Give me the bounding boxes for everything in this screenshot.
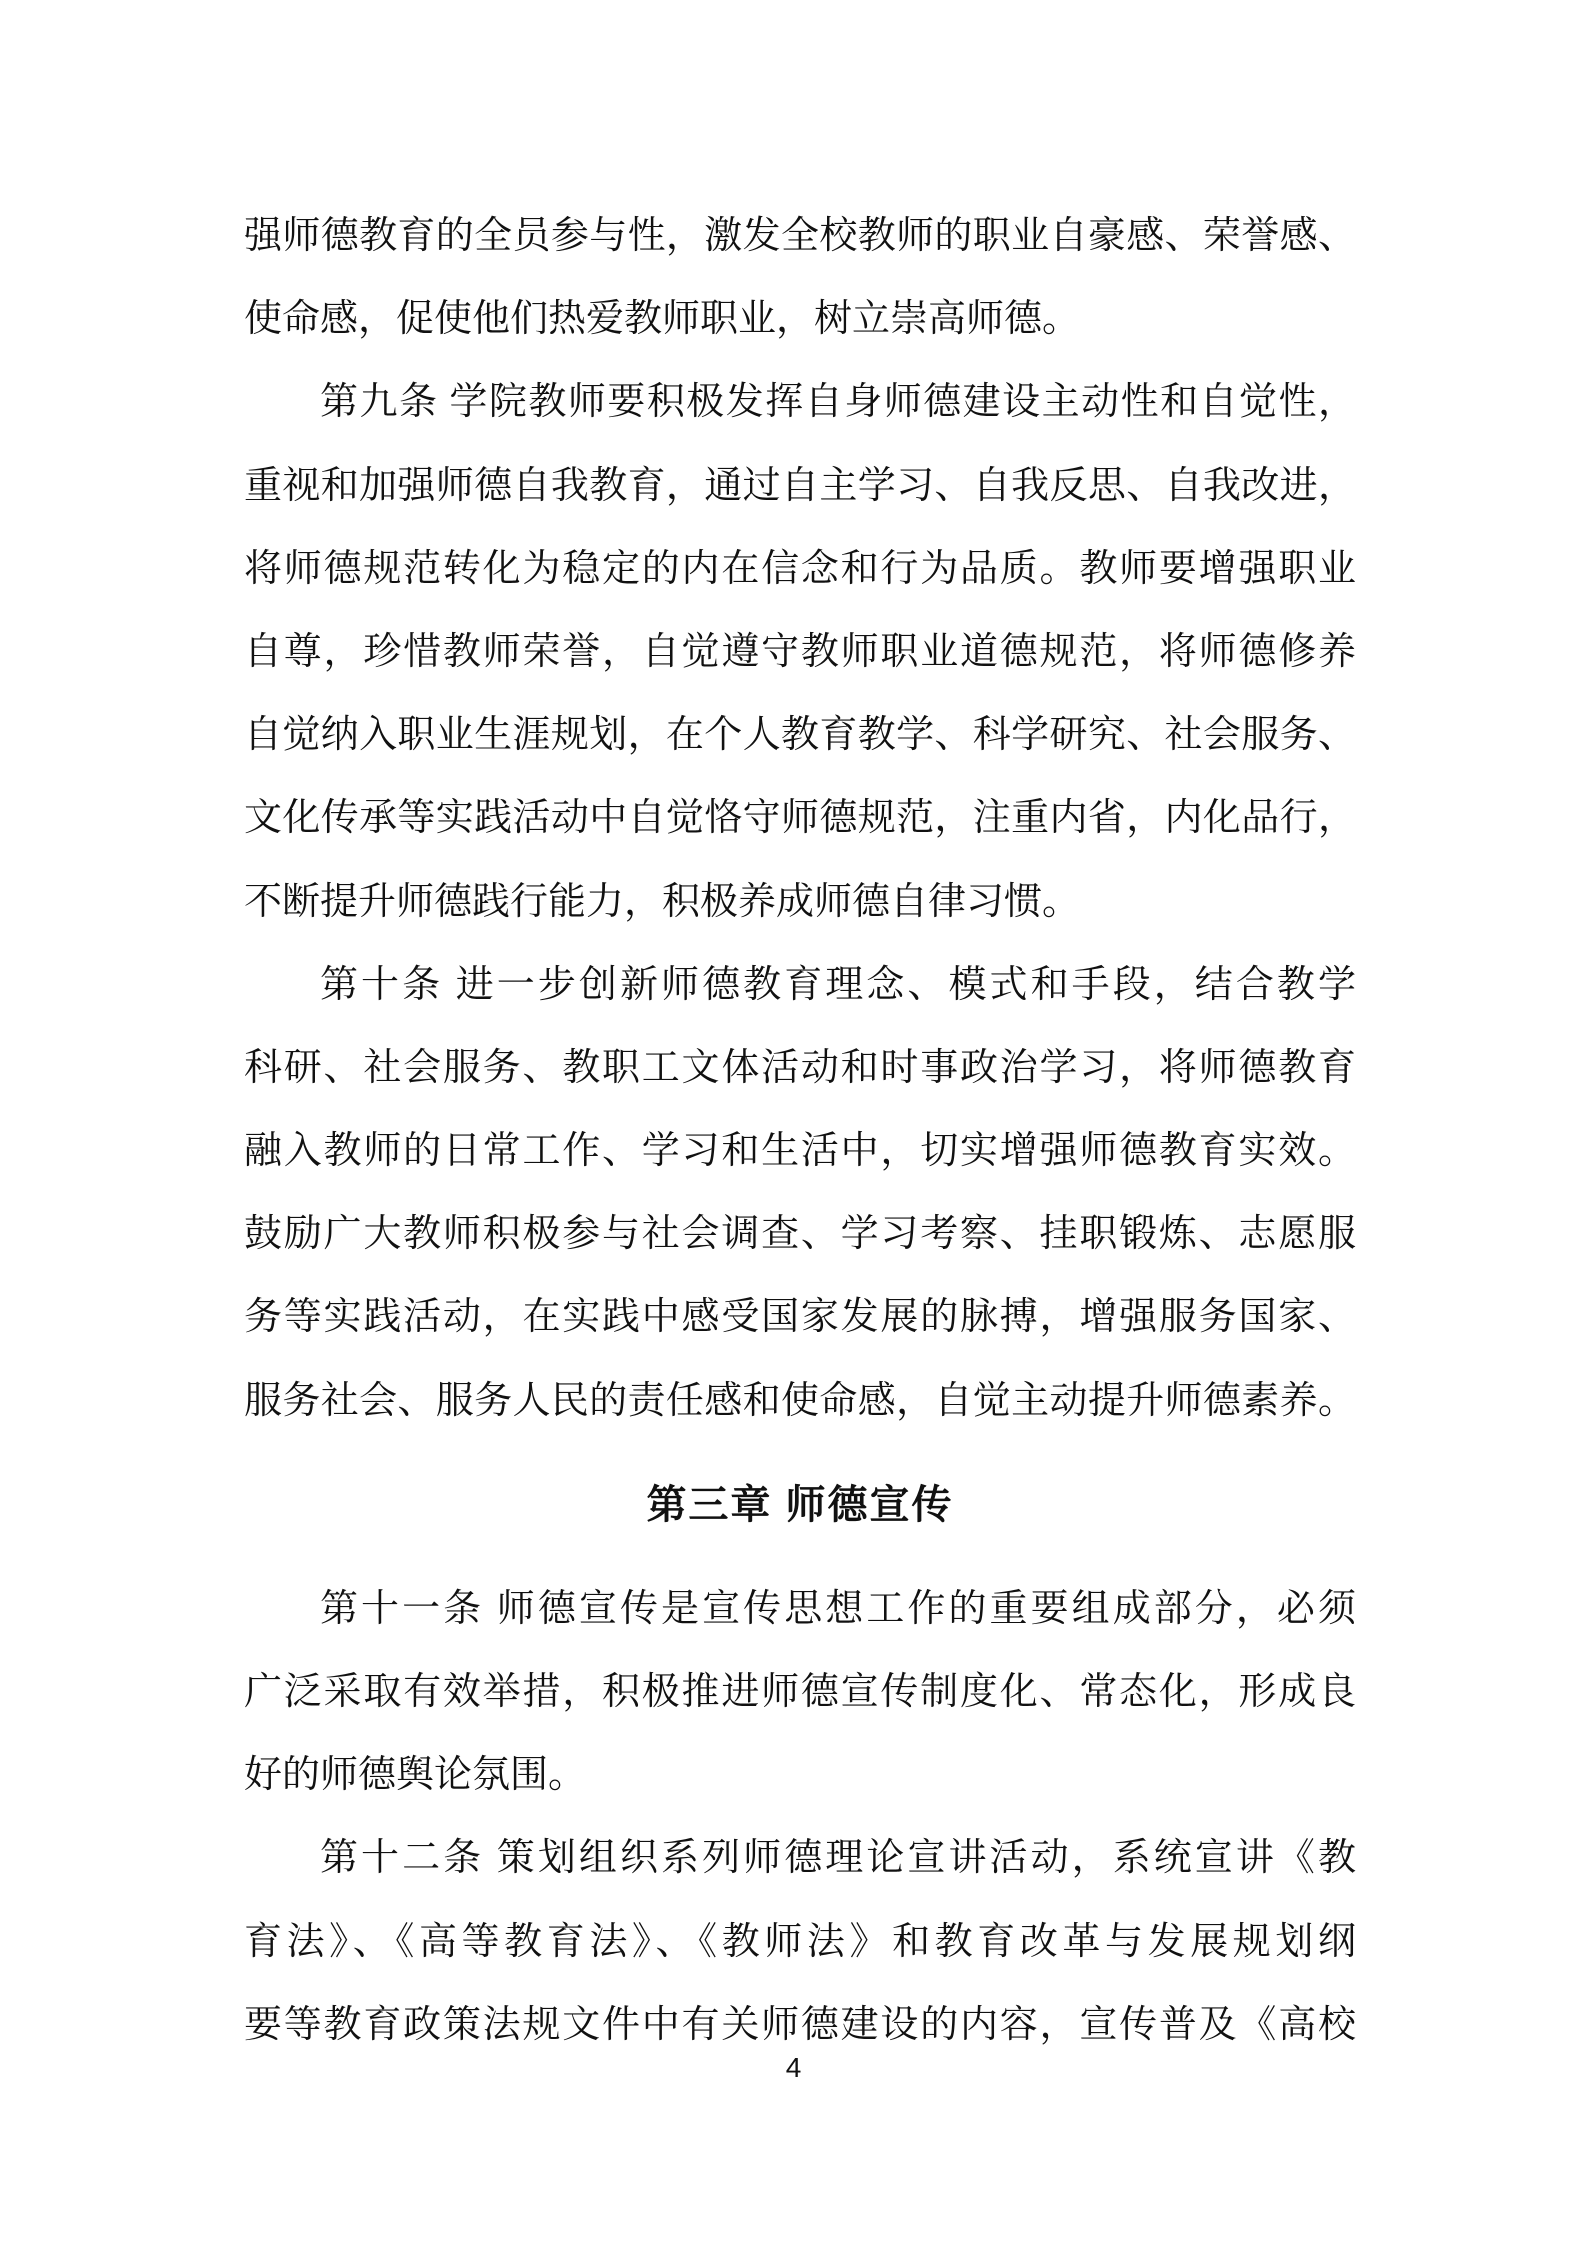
text-line: 好的师德舆论氛围。 xyxy=(244,1754,587,1797)
text-line: 鼓励广大教师积极参与社会调查、学习考察、挂职锻炼、志愿服 xyxy=(244,1213,1356,1256)
text-line: 文化传承等实践活动中自觉恪守师德规范，注重内省，内化品行， xyxy=(244,797,1356,840)
text-line: 自尊，珍惜教师荣誉，自觉遵守教师职业道德规范，将师德修养 xyxy=(244,630,1356,673)
text-line: 使命感，促使他们热爱教师职业，树立崇高师德。 xyxy=(244,298,1081,341)
text-line: 服务社会、服务人民的责任感和使命感，自觉主动提升师德素养。 xyxy=(244,1379,1356,1422)
text-line: 将师德规范转化为稳定的内在信念和行为品质。教师要增强职业 xyxy=(244,547,1356,590)
text-line: 重视和加强师德自我教育，通过自主学习、自我反思、自我改进， xyxy=(244,464,1356,507)
text-line-article-12: 第十二条 策划组织系列师德理论宣讲活动，系统宣讲《教 xyxy=(320,1837,1356,1880)
text-line: 要等教育政策法规文件中有关师德建设的内容，宣传普及《高校 xyxy=(244,2003,1356,2046)
text-line-article-9: 第九条 学院教师要积极发挥自身师德建设主动性和自觉性， xyxy=(320,381,1356,424)
text-line: 广泛采取有效举措，积极推进师德宣传制度化、常态化，形成良 xyxy=(244,1671,1356,1713)
text-line: 育法》、《高等教育法》、《教师法》和教育改革与发展规划纲 xyxy=(244,1920,1356,1963)
text-line: 强师德教育的全员参与性，激发全校教师的职业自豪感、荣誉感、 xyxy=(244,215,1356,257)
text-line: 不断提升师德践行能力，积极养成师德自律习惯。 xyxy=(244,880,1081,923)
text-line: 自觉纳入职业生涯规划，在个人教育教学、科学研究、社会服务、 xyxy=(244,714,1356,757)
body-text-block xyxy=(244,195,1356,2067)
text-line: 融入教师的日常工作、学习和生活中，切实增强师德教育实效。 xyxy=(244,1130,1356,1173)
text-line: 科研、社会服务、教职工文体活动和时事政治学习，将师德教育 xyxy=(244,1046,1356,1089)
text-line: 务等实践活动，在实践中感受国家发展的脉搏，增强服务国家、 xyxy=(244,1296,1356,1339)
page-number: 4 xyxy=(785,2052,802,2083)
text-line-article-11: 第十一条 师德宣传是宣传思想工作的重要组成部分，必须 xyxy=(320,1587,1356,1630)
chapter-heading: 第三章 师德宣传 xyxy=(646,1482,954,1527)
text-line-article-10: 第十条 进一步创新师德教育理念、模式和手段，结合教学 xyxy=(320,963,1356,1006)
